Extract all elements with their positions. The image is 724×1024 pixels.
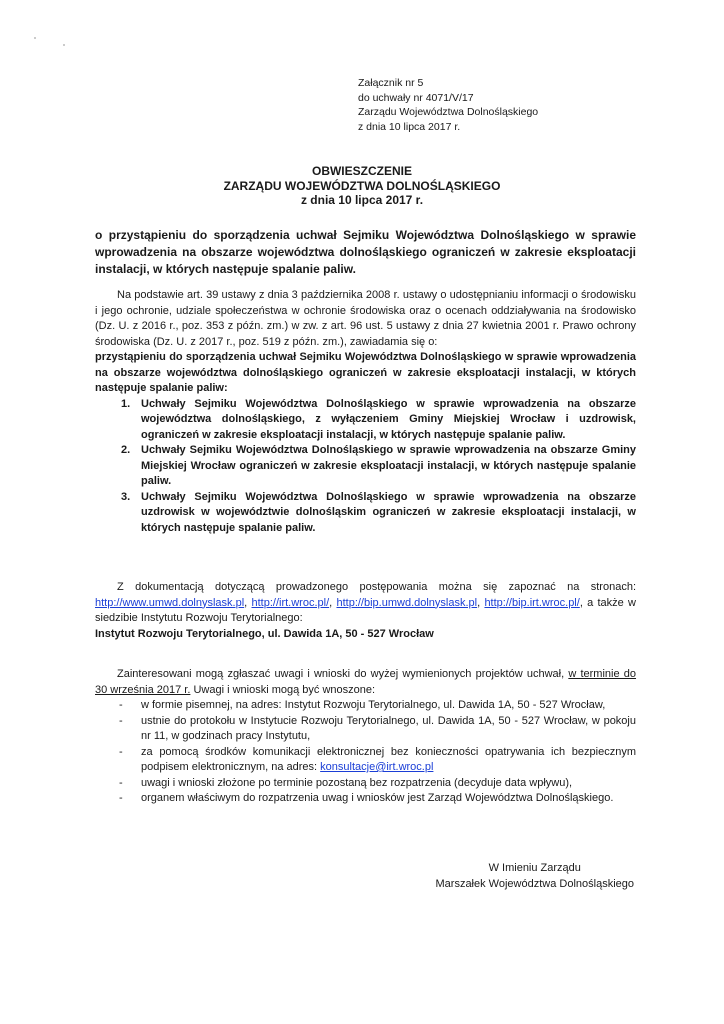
annex-line: do uchwały nr 4071/V/17	[358, 91, 474, 104]
list-item-text: organem właściwym do rozpatrzenia uwag i wniosków jest Zarząd Województwa Dolnośląskiego.	[141, 792, 614, 804]
link-umwd[interactable]: http://www.umwd.dolnyslask.pl	[95, 596, 245, 609]
document-subject: o przystąpieniu do sporządzenia uchwał Sejmiku Województwa Dolnośląskiego w sprawie wprowadzenia na obszarze województwa dolnośląskiego ograniczeń w zakresie eksploatacji instalacji, w których następuje spalanie paliw.	[95, 228, 636, 276]
list-item	[95, 698, 636, 714]
list-item	[95, 714, 636, 745]
legal-basis-paragraph: Na podstawie art. 39 ustawy z dnia 3 października 2008 r. ustawy o udostępnianiu informacji o środowisku i jego ochronie, udziale społeczeństwa w ochronie środowiska oraz o ocenach oddziaływania na środowisko (Dz. U. z 2016 r., poz. 353 z późn. zm.) w zw. z art. 96 ust. 5 ustawy z dnia 27 kwietnia 2001 r. Prawo ochrony środowiska (Dz. U. z 2017 r., poz. 519 z późn. zm.), zawiadamia się o:	[95, 289, 636, 348]
document-heading	[0, 164, 724, 208]
remarks-deadline: w terminie do 30 września 2017 r.	[95, 668, 637, 696]
signature-title: Marszałek Województwa Dolnośląskiego	[435, 878, 634, 890]
resolution-item	[95, 397, 636, 444]
heading-title: OBWIESZCZENIE	[311, 164, 412, 178]
link-bip-umwd[interactable]: http://bip.umwd.dolnyslask.pl	[336, 596, 478, 609]
dash-marker: -	[119, 714, 123, 727]
resolution-text: Uchwały Sejmiku Województwa Dolnośląskiego w sprawie wprowadzenia na obszarze Gminy Miejskiej Wrocław ograniczeń w zakresie eksploatacji instalacji, w których następuje spalanie paliw.	[141, 444, 636, 487]
annex-line: z dnia 10 lipca 2017 r.	[358, 120, 461, 133]
documentation-suffix: , a także w siedzibie Instytutu Rozwoju Terytorialnego:	[95, 596, 636, 624]
resolution-text: Uchwały Sejmiku Województwa Dolnośląskiego w sprawie wprowadzenia na obszarze uzdrowisk w województwie dolnośląskim ograniczeń w zakresie eksploatacji instalacji, w których następuje spalanie paliw.	[141, 490, 636, 534]
list-item	[95, 791, 636, 807]
list-item-text: za pomocą środków komunikacji elektronicznej bez konieczności opatrywania ich bezpiecznym podpisem elektronicznym, na adres:	[141, 745, 636, 773]
dash-marker: -	[119, 699, 123, 711]
signature-line: W Imieniu Zarządu	[488, 862, 581, 874]
list-item	[95, 745, 636, 776]
resolution-number: 3.	[121, 490, 131, 503]
link-bip-irt[interactable]: http://bip.irt.wroc.pl/	[484, 596, 580, 609]
remarks-after-deadline: Uwagi i wnioski mogą być wnoszone:	[190, 683, 376, 696]
annex-line: Zarządu Województwa Dolnośląskiego	[358, 106, 539, 118]
list-item-text: w formie pisemnej, na adres: Instytut Rozwoju Terytorialnego, ul. Dawida 1A, 50 - 527 Wrocław,	[141, 699, 606, 711]
list-item-text: uwagi i wnioski złożone po terminie pozostaną bez rozpatrzenia (decyduje data wpływu),	[141, 776, 573, 789]
resolution-number: 1.	[121, 397, 131, 410]
resolution-number: 2.	[121, 444, 131, 456]
notice-statement: przystąpieniu do sporządzenia uchwał Sejmiku Województwa Dolnośląskiego w sprawie wprowadzenia na obszarze województwa dolnośląskiego ograniczeń w zakresie eksploatacji instalacji, w których następuje spalanie paliw:	[95, 351, 636, 394]
dash-marker: -	[119, 776, 123, 789]
heading-date: z dnia 10 lipca 2017 r.	[300, 193, 424, 207]
dash-marker: -	[119, 745, 123, 758]
annex-header	[358, 76, 538, 134]
remarks-intro: Zainteresowani mogą zgłaszać uwagi i wnioski do wyżej wymienionych projektów uchwał,	[117, 668, 565, 680]
documentation-intro: Z dokumentacją dotyczącą prowadzonego postępowania można się zapoznać na stronach:	[117, 581, 636, 593]
documentation-section	[95, 580, 636, 642]
resolution-item	[95, 490, 636, 537]
submission-methods-list	[95, 698, 636, 807]
link-separator: ,	[477, 596, 481, 609]
remarks-paragraph	[95, 667, 636, 698]
link-irt[interactable]: http://irt.wroc.pl/	[251, 596, 330, 609]
link-separator: ,	[244, 596, 248, 609]
documentation-paragraph	[95, 580, 636, 627]
annex-line: Załącznik nr 5	[358, 77, 424, 89]
legal-basis-section	[95, 288, 636, 536]
list-item-text: ustnie do protokołu w Instytucie Rozwoju Terytorialnego, ul. Dawida 1A, 50 - 527 Wrocław, w pokoju nr 11, w godzinach pracy Instytutu,	[141, 714, 636, 742]
remarks-section	[95, 667, 636, 807]
institute-address: Instytut Rozwoju Terytorialnego, ul. Dawida 1A, 50 - 527 Wrocław	[95, 627, 434, 640]
heading-authority: ZARZĄDU WOJEWÓDZTWA DOLNOŚLĄSKIEGO	[223, 178, 501, 193]
resolution-text: Uchwały Sejmiku Województwa Dolnośląskiego w sprawie wprowadzenia na obszarze województwa dolnośląskiego, z wyłączeniem Gminy Miejskiej Wrocław i uzdrowisk, ograniczeń w zakresie eksploatacji instalacji, w których następuje spalanie paliw.	[141, 397, 636, 441]
link-separator: ,	[329, 596, 333, 609]
dash-marker: -	[119, 792, 123, 804]
signature-block	[436, 860, 635, 892]
resolutions-list	[95, 397, 636, 537]
scan-speck	[63, 44, 65, 46]
email-link[interactable]: konsultacje@irt.wroc.pl	[320, 761, 434, 773]
resolution-item	[95, 443, 636, 490]
scan-speck	[34, 37, 36, 39]
list-item	[95, 776, 636, 792]
